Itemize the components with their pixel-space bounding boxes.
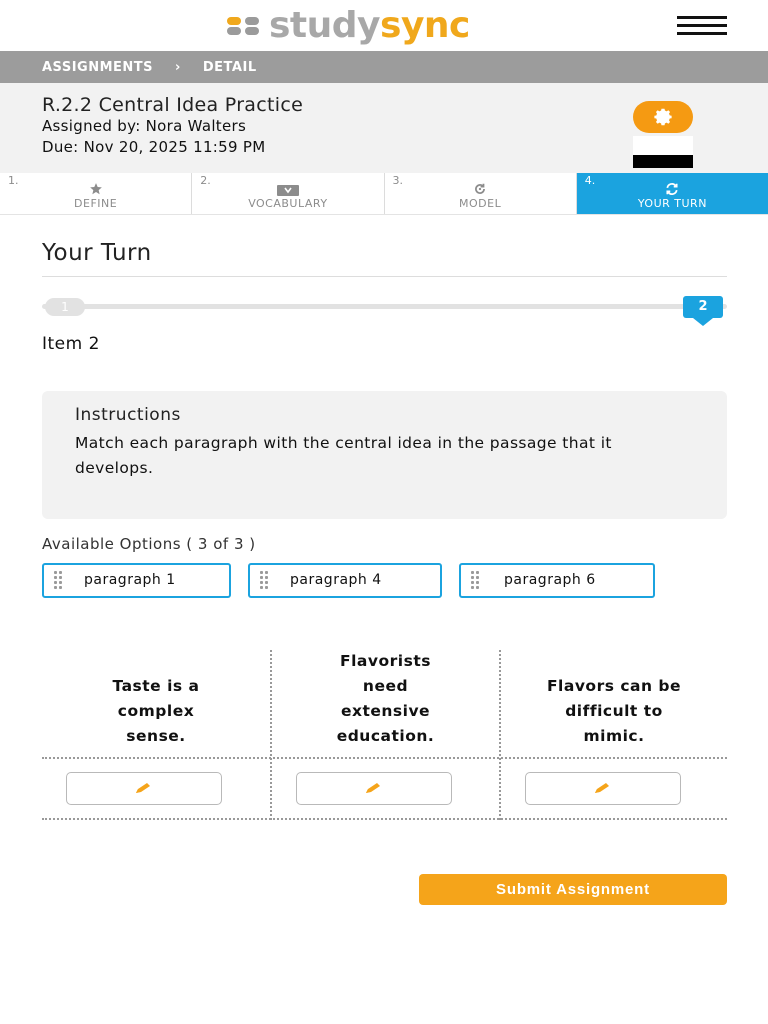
match-column	[270, 650, 499, 820]
top-bar	[0, 0, 768, 51]
match-column-header	[272, 650, 499, 757]
breadcrumb-separator-icon: ›	[175, 59, 181, 75]
breadcrumb	[0, 51, 768, 83]
pencil-icon	[363, 782, 385, 796]
instructions-title: Instructions	[75, 405, 181, 425]
progress-track	[42, 304, 727, 309]
submit-assignment-button[interactable]: Submit Assignment	[419, 874, 727, 905]
assignment-title: R.2.2 Central Idea Practice	[42, 94, 304, 116]
option-chip[interactable]	[42, 563, 231, 598]
tab-define[interactable]	[0, 173, 192, 214]
tab-label: DEFINE	[74, 197, 118, 210]
step-tabs	[0, 173, 768, 215]
tab-label: YOUR TURN	[637, 197, 707, 210]
breadcrumb-assignments[interactable]: ASSIGNMENTS	[42, 59, 154, 75]
match-column	[499, 650, 727, 820]
assigned-by: Assigned by: Nora Walters	[42, 117, 247, 135]
tab-label: VOCABULARY	[248, 197, 328, 210]
current-step-badge: 2	[683, 296, 723, 318]
logo-text	[269, 6, 470, 46]
option-chip-label: paragraph 4	[290, 572, 382, 588]
pencil-icon	[592, 782, 614, 796]
tab-number: 2.	[200, 174, 211, 187]
tab-model[interactable]	[385, 173, 577, 214]
matching-table	[42, 650, 727, 820]
central-idea-text: Flavors can be difficult to mimic.	[546, 677, 682, 745]
match-column-header	[501, 650, 727, 757]
tab-number: 1.	[8, 174, 19, 187]
logo-text-sync: sync	[380, 5, 470, 46]
drag-handle-icon[interactable]	[471, 571, 483, 591]
refresh-icon	[577, 181, 768, 195]
progress-step-1[interactable]: 1	[45, 298, 85, 316]
settings-button[interactable]	[633, 101, 693, 133]
status-flag	[633, 136, 693, 168]
instructions-panel	[42, 391, 727, 519]
item-label: Item 2	[42, 334, 100, 354]
tab-vocabulary[interactable]	[192, 173, 384, 214]
match-column-header	[42, 650, 270, 757]
tab-label: MODEL	[459, 197, 502, 210]
divider	[42, 276, 727, 277]
option-chip[interactable]	[459, 563, 655, 598]
hamburger-menu-icon[interactable]	[677, 16, 727, 36]
drag-handle-icon[interactable]	[260, 571, 272, 591]
drop-target[interactable]	[66, 772, 222, 805]
tab-number: 4.	[584, 174, 596, 187]
drop-target[interactable]	[525, 772, 681, 805]
option-chip[interactable]	[248, 563, 442, 598]
central-idea-text: Taste is a complex sense.	[112, 677, 200, 745]
model-icon	[385, 181, 576, 195]
breadcrumb-detail: DETAIL	[202, 59, 257, 75]
option-chip-label: paragraph 6	[504, 572, 596, 588]
logo-text-study: study	[269, 5, 381, 46]
section-title: Your Turn	[42, 240, 152, 266]
drop-target[interactable]	[296, 772, 452, 805]
divider	[42, 818, 727, 820]
instructions-body: Match each paragraph with the central idea in the passage that it develops.	[75, 434, 612, 477]
gear-icon	[652, 106, 674, 128]
option-chip-label: paragraph 1	[84, 572, 176, 588]
divider	[42, 757, 727, 759]
progress-step-current[interactable]	[683, 296, 723, 326]
star-icon	[0, 181, 191, 195]
central-idea-text: Flavorists need extensive education.	[336, 652, 435, 745]
tab-your-turn[interactable]	[577, 173, 768, 214]
due-date: Due: Nov 20, 2025 11:59 PM	[42, 138, 266, 156]
logo-mark-icon	[227, 14, 263, 38]
current-step-pointer	[693, 318, 713, 326]
drag-handle-icon[interactable]	[54, 571, 66, 591]
tab-number: 3.	[392, 174, 403, 187]
vocabulary-icon	[192, 181, 383, 195]
pencil-icon	[133, 782, 155, 796]
studysync-logo[interactable]	[227, 6, 470, 46]
match-column	[42, 650, 270, 820]
available-options-label: Available Options ( 3 of 3 )	[42, 535, 256, 553]
